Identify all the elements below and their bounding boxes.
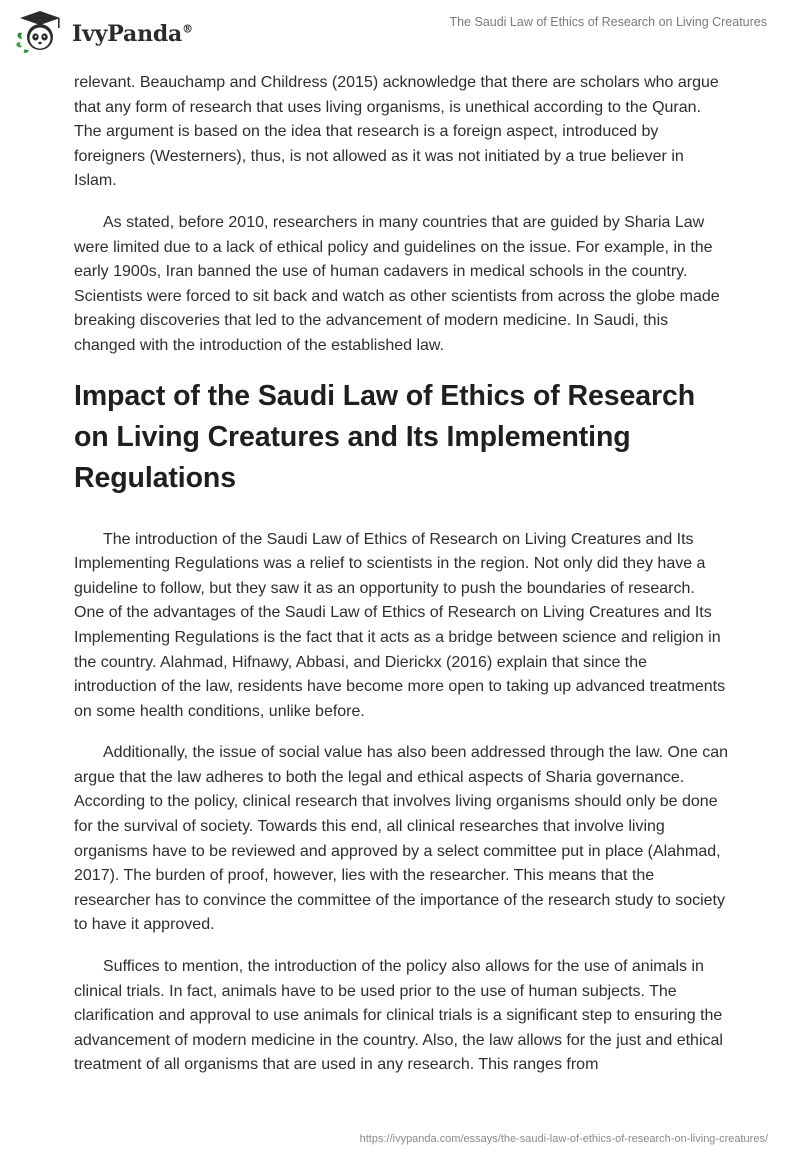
section-heading: Impact of the Saudi Law of Ethics of Research on Living Creatures and Its Implementing Regulations: [74, 379, 696, 494]
panda-graduate-icon: [14, 9, 66, 55]
paragraph: Additionally, the issue of social value has also been addressed through the law. One can argue that the law adheres to both the legal and ethical aspects of Sharia governance. According to the policy, clinical research that involves living organisms should only be done for the survival of society. Towards this end, all clinical researches that involve living organisms have to be reviewed and approved by a select committee put in place (Alahmad, 2017). The burden of proof, however, lies with the researcher. This means that the researcher has to convince the committee of the importance of the research study to society to have it approved.: [74, 744, 728, 934]
source-url-link[interactable]: https://ivypanda.com/essays/the-saudi-law-of-ethics-of-research-on-living-creatures/: [359, 1133, 768, 1145]
paragraph: The introduction of the Saudi Law of Ethics of Research on Living Creatures and Its Implementing Regulations was a relief to scientists in the region. Not only did they have a guideline to follow, but they saw it as an opportunity to push the boundaries of research. One of the advantages of the Saudi Law of Ethics of Research on Living Creatures and Its Implementing Regulations is the fact that it acts as a bridge between science and religion in the country. Alahmad, Hifnawy, Abbasi, and Dierickx (2016) explain that since the introduction of the law, residents have become more open to taking up advanced treatments on some health conditions, unlike before.: [74, 530, 726, 720]
paragraph: Suffices to mention, the introduction of the policy also allows for the use of animals in clinical trials. In fact, animals have to be used prior to the use of human subjects. The clarification and approval to use animals for clinical trials is a significant step to ensuring the advancement of modern medicine in the country. Also, the law allows for the just and ethical treatment of all organisms that are used in any research. This ranges from: [74, 958, 723, 1074]
running-title: The Saudi Law of Ethics of Research on Living Creatures: [449, 15, 767, 29]
ivypanda-logo[interactable]: [14, 9, 193, 55]
paragraph: As stated, before 2010, researchers in many countries that are guided by Sharia Law were limited due to a lack of ethical policy and guidelines on the issue. For example, in the early 1900s, Iran banned the use of human cadavers in medical schools in the country. Scientists were forced to sit back and watch as other scientists from across the globe made breaking discoveries that led to the advancement of modern medicine. In Saudi, this changed with the introduction of the established law.: [74, 213, 720, 354]
brand-name: IvyPanda®: [72, 21, 193, 47]
paragraph-continuation: relevant. Beauchamp and Childress (2015) acknowledge that there are scholars who argue that any form of research that uses living organisms, is unethical according to the Quran. The argument is based on the idea that research is a foreign aspect, introduced by foreigners (Westerners), thus, is not allowed as it was not initiated by a true believer in Islam.: [74, 74, 719, 190]
essay-body: [74, 71, 729, 1095]
registered-mark: ®: [182, 22, 193, 36]
page-header: [0, 0, 800, 62]
